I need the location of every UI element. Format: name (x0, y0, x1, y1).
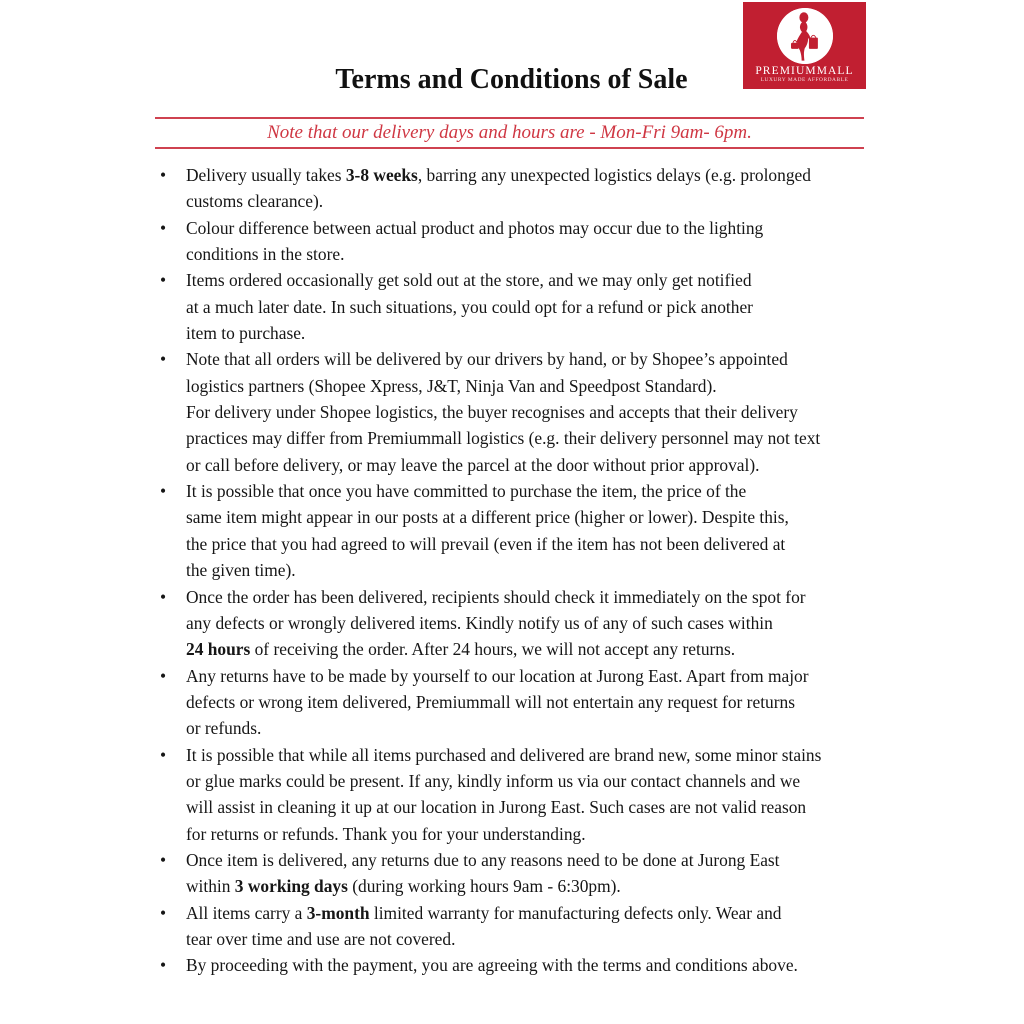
bullet-icon: • (160, 349, 167, 370)
term-text: All items carry a 3-month limited warranty for manufacturing defects only. Wear and tear over time and use are not covered. (186, 902, 782, 949)
bullet-icon: • (160, 217, 167, 238)
term-text: It is possible that while all items purchased and delivered are brand new, some minor stains or glue marks could be present. If any, kindly inform us via our contact channels and we will assist in cleaning it up at our location in Jurong East. Such cases are not valid reason for returns or refunds. Thank you for your understanding. (186, 744, 822, 844)
bullet-icon: • (160, 665, 167, 686)
term-text: Once item is delivered, any returns due to any reasons need to be done at Jurong East within 3 working days (during working hours 9am - 6:30pm). (186, 849, 780, 897)
delivery-note-text: Note that our delivery days and hours are - Mon-Fri 9am- 6pm. (267, 122, 752, 143)
bullet-icon: • (160, 744, 167, 765)
bullet-icon: • (160, 955, 167, 976)
term-text: Note that all orders will be delivered by our drivers by hand, or by Shopee’s appointed logistics partners (Shopee Xpress, J&T, Ninja Van and Speedpost Standard). For delivery under Shopee logistics, the buyer recognises and accepts that their delivery practices may differ from Premiummall logistics (e.g. their delivery personnel may not text or call before delivery, or may leave the parcel at the door without prior approval). (186, 349, 821, 475)
term-text: It is possible that once you have committed to purchase the item, the price of the same item might appear in our posts at a different price (higher or lower). Despite this, the price that you had agreed to will prevail (even if the item has not been delivered at the given time). (186, 481, 789, 581)
bullet-icon: • (160, 849, 167, 870)
logo-circle (777, 8, 833, 64)
term-text: Delivery usually takes 3-8 weeks, barring any unexpected logistics delays (e.g. prolonged customs clearance). (186, 165, 811, 212)
term-item (157, 215, 873, 268)
term-item (157, 663, 873, 742)
bullet-icon: • (160, 902, 167, 923)
term-item (157, 162, 873, 215)
logo-brand-text: PREMIUMMALL (755, 65, 854, 77)
bullet-icon: • (160, 586, 167, 607)
page-title: Terms and Conditions of Sale (335, 64, 688, 95)
bullet-icon: • (160, 270, 167, 291)
term-text: Any returns have to be made by yourself to our location at Jurong East. Apart from major defects or wrong item delivered, Premiummall will not entertain any request for returns or refunds. (186, 665, 809, 739)
bullet-icon: • (160, 481, 167, 502)
terms-list (157, 162, 873, 979)
logo-tagline-text: LUXURY MADE AFFORDABLE (760, 77, 849, 83)
bullet-icon: • (160, 165, 167, 185)
term-item (157, 900, 873, 953)
woman-shopper-icon (777, 8, 833, 64)
term-item (157, 952, 873, 978)
term-item (157, 267, 873, 346)
term-text: By proceeding with the payment, you are agreeing with the terms and conditions above. (186, 955, 798, 976)
term-text: Colour difference between actual product and photos may occur due to the lighting conditions in the store. (186, 217, 764, 265)
term-text: Once the order has been delivered, recipients should check it immediately on the spot for any defects or wrongly delivered items. Kindly notify us of any of such cases within 24 hours of receiving the order. After 24 hours, we will not accept any returns. (186, 586, 806, 660)
term-item (157, 346, 873, 478)
term-item (157, 742, 873, 847)
term-item (157, 584, 873, 663)
term-item (157, 847, 873, 900)
term-item (157, 478, 873, 583)
term-text: Items ordered occasionally get sold out at the store, and we may only get notified at a much later date. In such situations, you could opt for a refund or pick another item to purchase. (186, 270, 753, 344)
delivery-note-banner (155, 117, 864, 149)
